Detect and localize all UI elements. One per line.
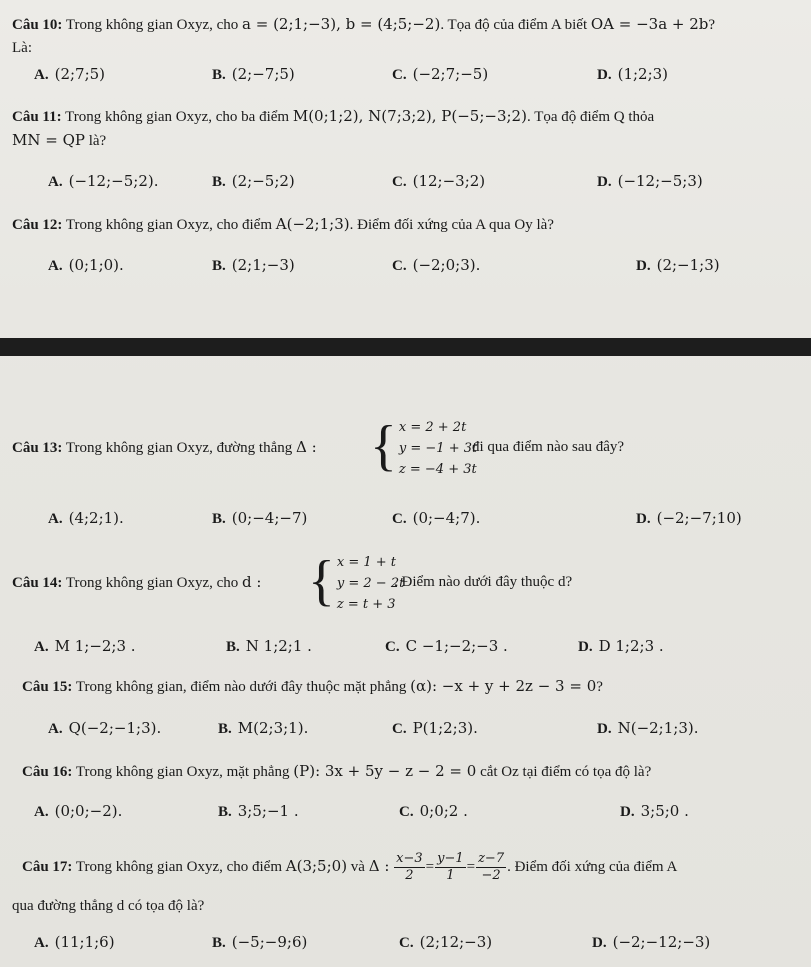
question-17-and: và (350, 858, 365, 875)
q13-option-a[interactable] (48, 508, 124, 529)
question-14-label: Câu 14: (12, 575, 63, 591)
option-text: 3;5;−1 . (237, 802, 299, 820)
option-text: Q(−2;−1;3). (68, 719, 162, 737)
option-text: (12;−3;2) (412, 172, 486, 190)
q15-option-a[interactable] (48, 718, 161, 739)
option-label: B. (218, 804, 232, 820)
question-15 (22, 676, 603, 697)
question-16 (22, 761, 651, 782)
system-row: x = 1 + t (336, 555, 397, 570)
question-13-label: Câu 13: (12, 440, 63, 456)
option-label: C. (399, 935, 414, 951)
option-text: (2;−7;5) (231, 65, 295, 83)
question-15-tail: ? (596, 679, 603, 695)
q15-option-b[interactable] (218, 718, 308, 739)
option-text: M 1;−2;3 . (54, 637, 136, 655)
q11-option-a[interactable] (48, 171, 158, 192)
question-13 (12, 437, 317, 458)
question-10-label: Câu 10: (12, 17, 63, 33)
q17-option-d[interactable] (592, 932, 710, 953)
q12-option-a[interactable] (48, 255, 124, 276)
question-14 (12, 572, 261, 593)
question-12-label: Câu 12: (12, 217, 63, 233)
option-label: D. (597, 721, 612, 737)
option-label: D. (636, 511, 651, 527)
q12-option-b[interactable] (212, 255, 295, 276)
option-text: (−12;−5;3) (617, 172, 703, 190)
question-10-vectors: a = (2;1;−3), b = (4;5;−2) (242, 15, 441, 33)
option-label: B. (218, 721, 232, 737)
q14-option-c[interactable] (385, 636, 508, 657)
option-label: C. (392, 174, 407, 190)
option-label: A. (34, 804, 49, 820)
q11-option-b[interactable] (212, 171, 295, 192)
option-label: A. (34, 935, 49, 951)
option-text: M(2;3;1). (237, 719, 309, 737)
option-text: (−2;−7;10) (656, 509, 742, 527)
system-row: y = −1 + 3t (398, 441, 478, 456)
option-text: (2;−5;2) (231, 172, 295, 190)
option-label: B. (226, 639, 240, 655)
option-text: (−2;−12;−3) (612, 933, 711, 951)
question-16-label: Câu 16: (22, 764, 73, 780)
question-14-system (308, 550, 405, 615)
option-label: A. (48, 721, 63, 737)
question-13-system (370, 415, 478, 480)
option-label: D. (620, 804, 635, 820)
fraction: $\frac{z-7}{-2}$ (478, 851, 505, 883)
option-label: A. (48, 258, 63, 274)
option-text: C −1;−2;−3 . (405, 637, 508, 655)
option-text: (−2;0;3). (412, 256, 481, 274)
question-17-text: Trong không gian Oxyz, cho điểm (75, 858, 283, 875)
system-row: z = t + 3 (336, 597, 396, 612)
question-15-label: Câu 15: (22, 679, 73, 695)
option-label: B. (212, 258, 226, 274)
question-11 (12, 106, 654, 127)
option-text: (11;1;6) (54, 933, 115, 951)
q15-option-c[interactable] (392, 718, 478, 739)
q13-option-d[interactable] (636, 508, 742, 529)
system-row: z = −4 + 3t (398, 462, 477, 477)
q12-option-d[interactable] (636, 255, 720, 276)
option-text: (−12;−5;2). (68, 172, 159, 190)
question-17-text2: . Điểm đối xứng của điểm A (507, 858, 678, 875)
q10-option-a[interactable] (34, 64, 105, 85)
option-text: (2;12;−3) (419, 933, 493, 951)
question-11-formula: MN = QP (12, 131, 85, 149)
q16-option-b[interactable] (218, 801, 299, 822)
option-label: A. (48, 174, 63, 190)
question-16-text: Trong không gian Oxyz, mặt phẳng (75, 764, 290, 780)
option-label: C. (392, 67, 407, 83)
question-12-point: A(−2;1;3) (275, 215, 350, 233)
q10-option-b[interactable] (212, 64, 295, 85)
option-label: B. (212, 67, 226, 83)
question-12 (12, 214, 554, 235)
question-13-text: Trong không gian Oxyz, đường thẳng (65, 440, 293, 456)
question-15-text: Trong không gian, điểm nào dưới đây thuộc mặt phẳng (75, 679, 407, 695)
question-17-label: Câu 17: (22, 858, 73, 875)
q10-option-c[interactable] (392, 64, 488, 85)
option-label: A. (34, 639, 49, 655)
question-13-text2: đi qua điểm nào sau đây? (472, 439, 625, 455)
option-label: A. (34, 67, 49, 83)
q15-option-d[interactable] (597, 718, 699, 739)
option-label: D. (578, 639, 593, 655)
q13-option-b[interactable] (212, 508, 307, 529)
option-label: C. (392, 511, 407, 527)
question-10-line2: Là: (12, 40, 32, 56)
option-text: N(−2;1;3). (617, 719, 699, 737)
option-text: (1;2;3) (617, 65, 669, 83)
option-text: (−2;7;−5) (412, 65, 489, 83)
option-text: 3;5;0 . (640, 802, 689, 820)
brace-icon: { (308, 550, 335, 612)
question-17: Câu 17: Trong không gian Oxyz, cho điểm A(3;5;0) và Δ : $\frac{x-3}{2}$ = $\frac{y-1}{1}$ = $\frac{z-7}{-2}$ . Điểm đối xứng của điểm A (22, 851, 678, 883)
option-text: (0;1;0). (68, 256, 124, 274)
q13-option-c[interactable] (392, 508, 480, 529)
question-14-text2: . Điểm nào dưới đây thuộc d? (394, 574, 573, 590)
question-13-line-name: Δ : (296, 438, 317, 456)
q16-option-d[interactable] (620, 801, 689, 822)
option-label: B. (212, 935, 226, 951)
question-17-line2: qua đường thẳng d có tọa độ là? (12, 898, 205, 914)
option-label: D. (597, 67, 612, 83)
question-14-line-name: d : (242, 573, 262, 591)
question-15-plane: (α): −x + y + 2z − 3 = 0 (410, 677, 597, 695)
fraction: $\frac{x-3}{2}$ (396, 851, 423, 883)
q17-option-a[interactable] (34, 932, 115, 953)
option-label: C. (385, 639, 400, 655)
option-label: B. (212, 174, 226, 190)
option-label: B. (212, 511, 226, 527)
system-row: x = 2 + 2t (398, 420, 467, 435)
option-text: 0;0;2 . (419, 802, 468, 820)
question-11-line2 (12, 130, 106, 151)
question-10 (12, 14, 715, 35)
q12-option-c[interactable] (392, 255, 480, 276)
option-text: N 1;2;1 . (245, 637, 312, 655)
question-16-text2: cắt Oz tại điểm có tọa độ là? (480, 764, 652, 780)
question-10-text: Trong không gian Oxyz, cho (65, 17, 239, 33)
question-12-text: Trong không gian Oxyz, cho điểm (65, 217, 273, 233)
option-text: (4;2;1). (68, 509, 124, 527)
question-11-text: Trong không gian Oxyz, cho ba điểm (65, 109, 290, 125)
fraction: $\frac{y-1}{1}$ (437, 851, 464, 883)
question-10-tail: ? (708, 17, 716, 33)
question-17-line-name: Δ : (368, 856, 390, 875)
q11-option-c[interactable] (392, 171, 485, 192)
option-text: (2;7;5) (54, 65, 106, 83)
question-16-plane: (P): 3x + 5y − z − 2 = 0 (293, 762, 477, 780)
option-text: (2;−1;3) (656, 256, 720, 274)
option-text: (0;−4;−7) (231, 509, 308, 527)
q16-option-c[interactable] (399, 801, 468, 822)
option-text: (−5;−9;6) (231, 933, 308, 951)
system-row: y = 2 − 2t (336, 576, 405, 591)
brace-icon: { (370, 415, 397, 477)
option-label: D. (597, 174, 612, 190)
page-separator (0, 338, 811, 356)
q17-option-b[interactable] (212, 932, 307, 953)
option-label: C. (399, 804, 414, 820)
option-label: D. (592, 935, 607, 951)
question-17-point: A(3;5;0) (285, 856, 348, 875)
question-14-text: Trong không gian Oxyz, cho (65, 575, 239, 591)
question-10-formula: OA = −3a + 2b (590, 15, 709, 33)
question-11-points: M(0;1;2), N(7;3;2), P(−5;−3;2) (292, 107, 527, 125)
question-10-text2: . Tọa độ của điểm A biết (440, 17, 588, 33)
q14-option-a[interactable] (34, 636, 136, 657)
q11-option-d[interactable] (597, 171, 703, 192)
q14-option-b[interactable] (226, 636, 312, 657)
q17-option-c[interactable] (399, 932, 492, 953)
option-text: D 1;2;3 . (598, 637, 664, 655)
option-text: (2;1;−3) (231, 256, 295, 274)
option-text: P(1;2;3). (412, 719, 478, 737)
option-label: C. (392, 721, 407, 737)
question-11-tail: là? (88, 133, 107, 149)
question-12-text2: . Điểm đối xứng của A qua Oy là? (349, 217, 554, 233)
question-11-text2: . Tọa độ điểm Q thỏa (526, 109, 655, 125)
option-label: A. (48, 511, 63, 527)
question-11-label: Câu 11: (12, 109, 62, 125)
q16-option-a[interactable] (34, 801, 122, 822)
q14-option-d[interactable] (578, 636, 664, 657)
option-label: D. (636, 258, 651, 274)
option-label: C. (392, 258, 407, 274)
option-text: (0;0;−2). (54, 802, 123, 820)
q10-option-d[interactable] (597, 64, 668, 85)
option-text: (0;−4;7). (412, 509, 481, 527)
